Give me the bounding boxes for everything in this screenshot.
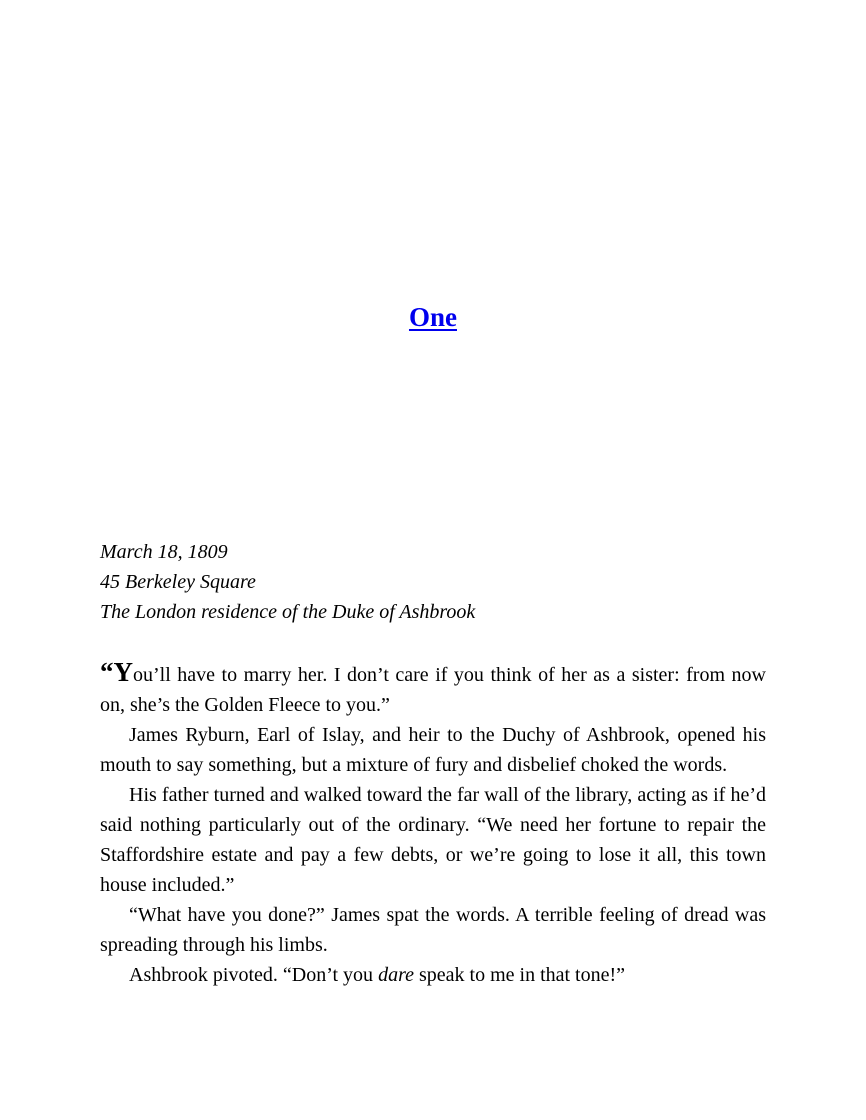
dateline-location: The London residence of the Duke of Ashbrook	[100, 601, 476, 623]
dateline-address: 45 Berkeley Square	[100, 571, 256, 593]
dateline-date: March 18, 1809	[100, 541, 228, 563]
dateline	[100, 537, 766, 627]
chapter-heading	[0, 299, 866, 335]
paragraph-5	[100, 960, 766, 990]
paragraph-5-before: Ashbrook pivoted. “Don’t you	[129, 964, 379, 986]
paragraph-5-emphasis: dare	[378, 964, 414, 986]
paragraph-1	[100, 657, 766, 720]
paragraph-3: His father turned and walked toward the far wall of the library, acting as if he’d said nothing particularly out of the ordinary. “We need her fortune to repair the Staffordshire estate and pay a few debts, or we’re going to lose it all, this town house included.”	[100, 784, 766, 896]
paragraph-1-text: ou’ll have to marry her. I don’t care if you think of her as a sister: from now on, she’s the Golden Fleece to you.”	[100, 664, 766, 716]
chapter-body	[100, 657, 766, 990]
drop-cap: “Y	[100, 657, 133, 687]
chapter-title-link[interactable]: One	[408, 302, 457, 332]
paragraph-2: James Ryburn, Earl of Islay, and heir to the Duchy of Ashbrook, opened his mouth to say something, but a mixture of fury and disbelief choked the words.	[100, 724, 766, 776]
paragraph-4: “What have you done?” James spat the words. A terrible feeling of dread was spreading through his limbs.	[100, 904, 766, 956]
paragraph-5-after: speak to me in that tone!”	[413, 964, 626, 986]
